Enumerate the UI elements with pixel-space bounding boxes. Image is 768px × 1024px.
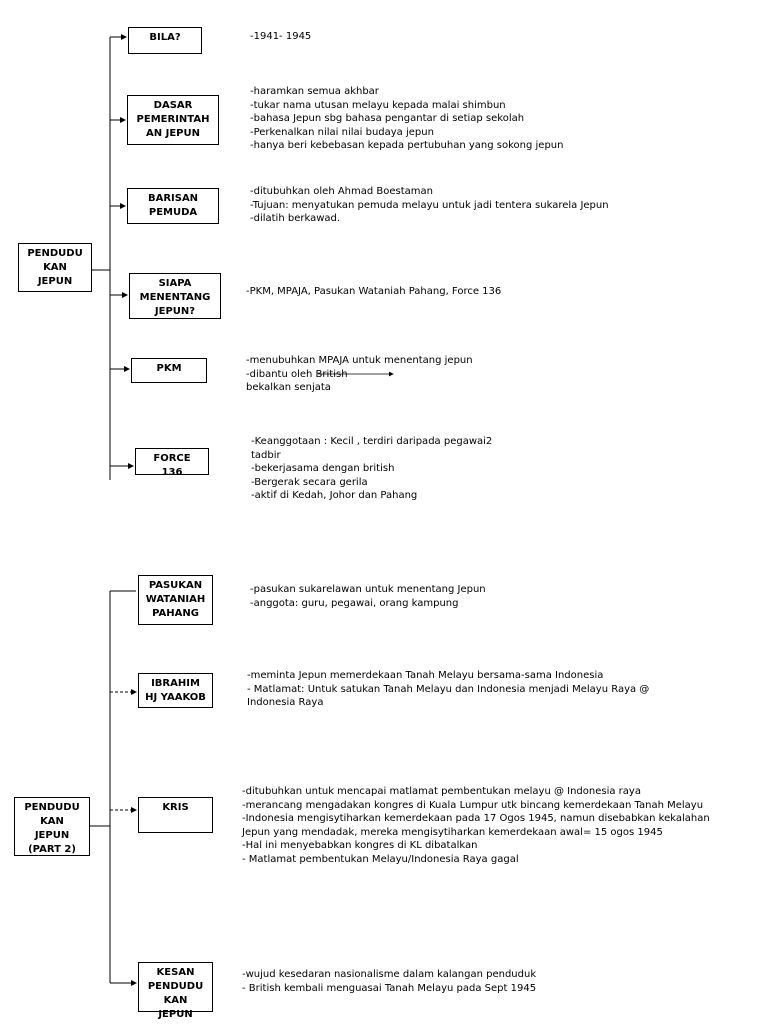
kris-desc-line: - Matlamat pembentukan Melayu/Indonesia Raya gagal xyxy=(242,853,519,865)
dasar-desc-line: -hanya beri kebebasan kepada pertubuhan yang sokong jepun xyxy=(250,140,564,151)
ibrahim-desc-line: Indonesia Raya xyxy=(247,697,324,708)
dasar-box xyxy=(127,95,219,145)
kesan-pendudukan-box xyxy=(138,962,213,1020)
pkm-desc-line: -menubuhkan MPAJA untuk menentang jepun xyxy=(246,355,473,366)
kesan-label-3: KAN xyxy=(163,995,188,1006)
force-desc-line: -Bergerak secara gerila xyxy=(251,476,368,488)
force-136-box xyxy=(135,448,209,478)
wataniah-desc-line: -pasukan sukarelawan untuk menentang Jepun xyxy=(250,584,486,595)
dasar-desc-line: -Perkenalkan nilai nilai budaya jepun xyxy=(250,126,434,138)
wataniah-label-3: PAHANG xyxy=(152,608,199,619)
kris-label: KRIS xyxy=(162,802,189,813)
force-desc-line: -aktif di Kedah, Johor dan Pahang xyxy=(251,490,418,501)
kesan-label-1: KESAN xyxy=(156,967,195,978)
force-desc-line: -bekerjasama dengan british xyxy=(251,463,395,474)
siapa-label-2: MENENTANG xyxy=(139,292,211,303)
dasar-desc xyxy=(250,85,564,153)
ibrahim-label-2: HJ YAAKOB xyxy=(145,692,206,703)
bila-desc xyxy=(250,30,311,44)
dasar-label-1: DASAR xyxy=(153,100,193,111)
force-136-desc xyxy=(251,435,492,503)
part1-root-line-3: JEPUN xyxy=(37,276,73,287)
barisan-desc-line: -ditubuhkan oleh Ahmad Boestaman xyxy=(250,186,434,197)
pkm-desc-line: bekalkan senjata xyxy=(246,382,331,393)
kesan-desc-line: - British kembali menguasai Tanah Melayu pada Sept 1945 xyxy=(242,982,537,994)
part2-root-line-2: KAN xyxy=(40,816,64,827)
ibrahim-yaakob-box xyxy=(138,673,213,708)
barisan-label-2: PEMUDA xyxy=(148,207,198,218)
pasukan-wataniah-box xyxy=(138,575,213,625)
kris-box xyxy=(138,797,213,833)
kris-desc-line: -merancang mengadakan kongres di Kuala Lumpur utk bincang kemerdekaan Tanah Melayu xyxy=(242,799,704,811)
ibrahim-desc-line: - Matlamat: Untuk satukan Tanah Melayu dan Indonesia menjadi Melayu Raya @ xyxy=(247,683,650,695)
ibrahim-yaakob-desc xyxy=(247,669,649,710)
force-label-2: 136 xyxy=(161,467,183,478)
kesan-label-4: JEPUN xyxy=(158,1009,193,1020)
part2-root-line-4: (PART 2) xyxy=(28,844,76,855)
part1-root-line-1: PENDUDU xyxy=(27,248,83,259)
wataniah-desc-line: -anggota: guru, pegawai, orang kampung xyxy=(250,597,459,609)
bila-desc-line: -1941- 1945 xyxy=(250,31,312,42)
pkm-desc-line: -dibantu oleh British xyxy=(246,368,348,380)
part2-root-line-3: JEPUN xyxy=(34,830,70,841)
kris-desc xyxy=(242,785,710,866)
kesan-label-2: PENDUDU xyxy=(147,981,204,992)
wataniah-label-1: PASUKAN xyxy=(148,580,203,591)
siapa-menentang-desc xyxy=(246,285,501,299)
part2-root-line-1: PENDUDU xyxy=(24,802,80,813)
barisan-pemuda-desc xyxy=(250,185,609,226)
siapa-menentang-box xyxy=(129,273,221,319)
barisan-desc-line: -dilatih berkawad. xyxy=(250,213,341,224)
ibrahim-desc-line: -meminta Jepun memerdekaan Tanah Melayu bersama-sama Indonesia xyxy=(247,670,604,681)
force-desc-line: tadbir xyxy=(251,449,281,461)
pkm-box xyxy=(131,358,207,383)
force-desc-line: -Keanggotaan : Kecil , terdiri daripada pegawai2 xyxy=(251,436,493,447)
kris-desc-line: -Hal ini menyebabkan kongres di KL dibatalkan xyxy=(242,840,478,851)
barisan-desc-line: -Tujuan: menyatukan pemuda melayu untuk jadi tentera sukarela Jepun xyxy=(250,199,609,211)
ibrahim-label-1: IBRAHIM xyxy=(151,678,200,689)
barisan-pemuda-box xyxy=(127,188,219,224)
dasar-label-2: PEMERINTAH xyxy=(136,114,210,125)
barisan-label-1: BARISAN xyxy=(147,193,199,204)
siapa-label-1: SIAPA xyxy=(158,278,192,289)
bila-box xyxy=(128,27,202,54)
kesan-pendudukan-desc xyxy=(242,968,536,995)
dasar-desc-line: -bahasa Jepun sbg bahasa pengantar di setiap sekolah xyxy=(250,113,525,124)
dasar-label-3: AN JEPUN xyxy=(146,128,200,139)
kris-desc-line: -ditubuhkan untuk mencapai matlamat pembentukan melayu @ Indonesia raya xyxy=(242,786,641,797)
kesan-desc-line: -wujud kesedaran nasionalisme dalam kalangan penduduk xyxy=(242,969,537,980)
kris-desc-line: Jepun yang mendadak, mereka mengisytiharkan kemerdekaan awal= 15 ogos 1945 xyxy=(242,826,663,838)
dasar-desc-line: -tukar nama utusan melayu kepada malai shimbun xyxy=(250,99,506,111)
kris-desc-line: -Indonesia mengisytiharkan kemerdekaan pada 17 Ogos 1945, namun disebabkan kekalahan xyxy=(242,813,710,824)
part1-root-box xyxy=(18,243,92,292)
pkm-desc xyxy=(246,354,473,395)
pkm-label: PKM xyxy=(156,363,182,374)
part1-root-line-2: KAN xyxy=(43,262,67,273)
force-label-1: FORCE xyxy=(153,453,191,464)
wataniah-label-2: WATANIAH xyxy=(145,594,206,605)
pasukan-wataniah-desc xyxy=(250,583,486,610)
dasar-desc-line: -haramkan semua akhbar xyxy=(250,86,379,97)
bila-label: BILA? xyxy=(149,32,181,43)
siapa-label-3: JEPUN? xyxy=(154,306,196,317)
part2-root-box xyxy=(14,797,90,856)
siapa-desc-line: -PKM, MPAJA, Pasukan Wataniah Pahang, Force 136 xyxy=(246,286,502,297)
